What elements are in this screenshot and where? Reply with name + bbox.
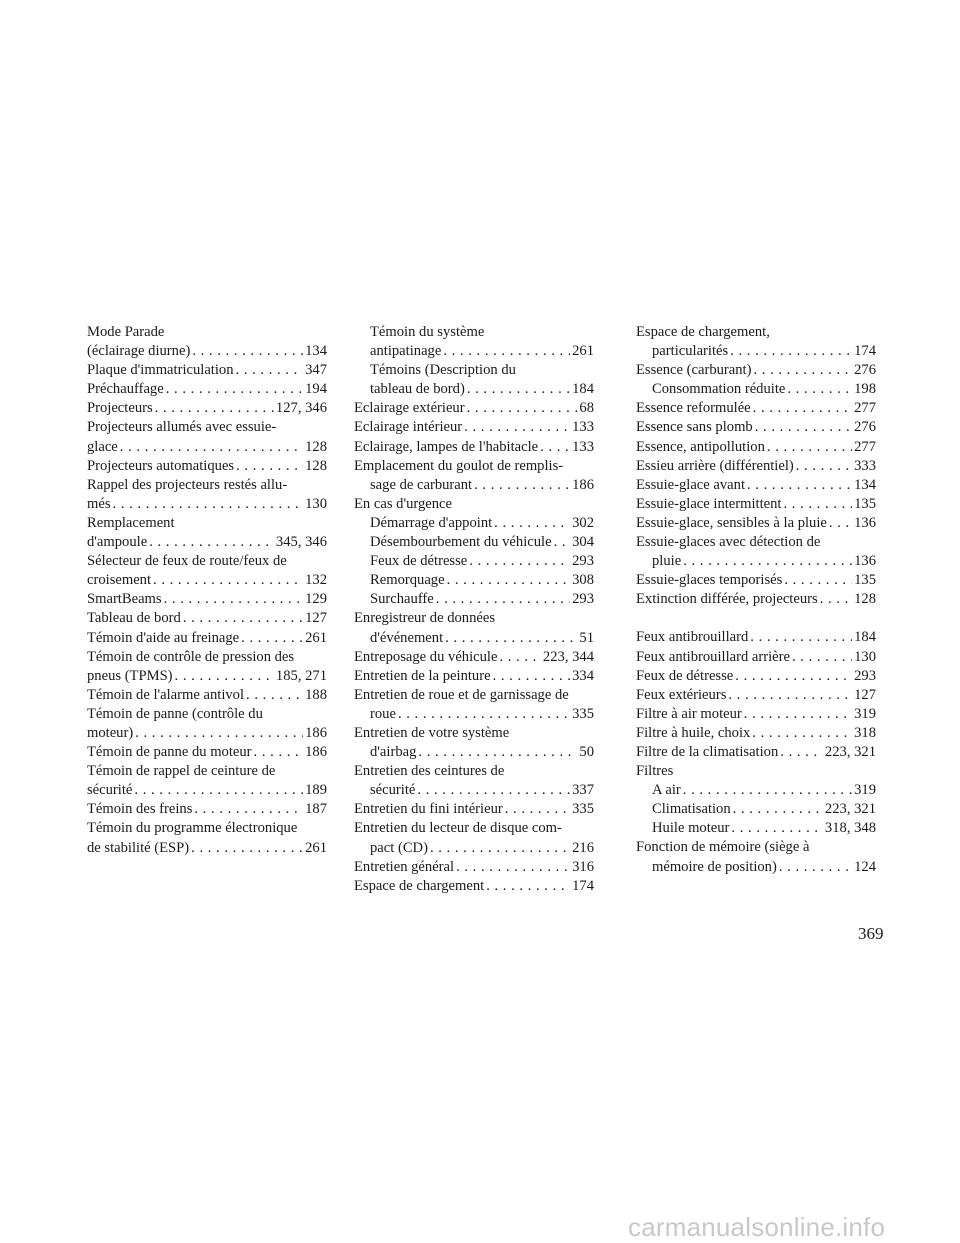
dot-leader: [166, 380, 303, 399]
index-entry-page: 318: [854, 724, 876, 741]
index-entry-page: 198: [854, 381, 876, 398]
index-entry: [354, 629, 594, 648]
index-entry-page: 136: [854, 553, 876, 570]
dot-leader: [755, 418, 852, 437]
dot-leader: [398, 705, 570, 724]
index-entry-term: Entretien du fini intérieur: [354, 801, 503, 818]
index-entry-page: 316: [572, 858, 594, 875]
index-entry: [636, 686, 876, 705]
index-entry: [354, 418, 594, 437]
index-entry: [87, 590, 327, 609]
index-entry-term: Eclairage, lampes de l'habitacle: [354, 438, 539, 455]
index-entry-term: Projecteurs: [87, 400, 153, 417]
index-entry: [87, 839, 327, 858]
dot-leader: [683, 781, 852, 800]
index-entry: [87, 743, 327, 762]
index-entry-term: de stabilité (ESP): [87, 839, 190, 856]
dot-leader: [779, 858, 852, 877]
index-entry-term: Filtre à huile, choix: [636, 724, 751, 741]
dot-leader: [753, 361, 852, 380]
dot-leader: [486, 877, 570, 896]
index-entry: [636, 342, 876, 361]
index-heading-line: Témoins (Description du: [370, 362, 516, 379]
index-entry-term: moteur): [87, 724, 134, 741]
index-entry-page: 124: [854, 858, 876, 875]
dot-leader: [554, 533, 571, 552]
index-entry: [87, 399, 327, 418]
index-entry-page: 174: [854, 343, 876, 360]
index-entry-term: Espace de chargement: [354, 877, 485, 894]
dot-leader: [464, 418, 570, 437]
dot-leader: [683, 552, 852, 571]
index-entry-term: d'airbag: [370, 744, 417, 761]
index-entry-page: 50: [579, 744, 594, 761]
index-entry-page: 185, 271: [275, 667, 327, 684]
index-entry: [636, 667, 876, 686]
index-entry: [636, 590, 876, 609]
index-entry: [354, 800, 594, 819]
index-heading-line: Espace de chargement,: [636, 324, 770, 340]
dot-leader: [469, 552, 570, 571]
index-entry-term: Huile moteur: [652, 820, 730, 837]
dot-leader: [474, 476, 570, 495]
index-entry-page: 187: [305, 801, 327, 818]
index-entry-page: 189: [305, 782, 327, 799]
dot-leader: [499, 648, 540, 667]
dot-leader: [467, 380, 570, 399]
index-entry: [87, 724, 327, 743]
dot-leader: [784, 571, 852, 590]
index-entry-term: mémoire de position): [652, 858, 777, 875]
index-entry: [636, 743, 876, 762]
index-entry: [636, 418, 876, 437]
index-entry-term: antipatinage: [370, 343, 442, 360]
dot-leader: [505, 800, 570, 819]
index-heading-line: Essuie-glaces avec détection de: [636, 534, 821, 551]
index-entry-term: Climatisation: [652, 801, 731, 818]
index-entry: [354, 858, 594, 877]
dot-leader: [796, 457, 852, 476]
index-entry-term: Essence sans plomb: [636, 419, 753, 436]
index-entry-page: 319: [854, 782, 876, 799]
index-entry: [354, 743, 594, 762]
index-entry-term: Démarrage d'appoint: [370, 514, 493, 531]
index-entry-page: 308: [572, 572, 594, 589]
index-entry-page: 135: [854, 495, 876, 512]
index-entry: [87, 438, 327, 457]
index-entry-term: Extinction différée, projecteurs: [636, 591, 818, 608]
dot-leader: [191, 839, 303, 858]
index-entry: [354, 399, 594, 418]
index-entry-term: Eclairage extérieur: [354, 400, 465, 417]
index-entry-term: Préchauffage: [87, 381, 164, 398]
index-entry-page: 68: [579, 400, 594, 417]
index-entry-page: 261: [572, 343, 594, 360]
index-entry: [87, 686, 327, 705]
index-entry-term: Feux de détresse: [370, 553, 468, 570]
index-heading-line: Entretien de roue et de garnissage de: [354, 686, 569, 703]
dot-leader: [164, 590, 304, 609]
index-heading-line: Fonction de mémoire (siège à: [636, 839, 810, 856]
index-entry-term: Remorquage: [370, 572, 445, 589]
index-entry-term: SmartBeams: [87, 591, 162, 608]
index-entry-term: Projecteurs automatiques: [87, 457, 235, 474]
dot-leader: [767, 438, 852, 457]
index-entry-term: pact (CD): [370, 839, 428, 856]
index-entry-term: Témoin d'aide au freinage: [87, 629, 240, 646]
dot-leader: [733, 800, 823, 819]
dot-leader: [787, 380, 852, 399]
index-column-1: [87, 323, 327, 858]
index-entry-page: 134: [854, 476, 876, 493]
index-entry: [636, 781, 876, 800]
dot-leader: [430, 839, 570, 858]
dot-leader: [493, 667, 571, 686]
index-entry-page: 127, 346: [275, 400, 327, 417]
index-heading-line: Remplacement: [87, 514, 175, 531]
index-entry: [354, 438, 594, 457]
index-entry-page: 186: [572, 476, 594, 493]
index-entry-term: Feux extérieurs: [636, 686, 727, 703]
dot-leader: [730, 342, 852, 361]
index-entry-page: 223, 321: [824, 801, 876, 818]
index-entry-term: Essence (carburant): [636, 362, 752, 379]
index-entry-page: 333: [854, 457, 876, 474]
index-heading-line: Témoin du programme électronique: [87, 820, 298, 837]
index-heading-line: Entretien de votre système: [354, 724, 510, 741]
index-entry: [636, 495, 876, 514]
dot-leader: [783, 495, 852, 514]
index-entry-page: 127: [854, 686, 876, 703]
dot-leader: [153, 571, 303, 590]
index-entry-term: (éclairage diurne): [87, 343, 191, 360]
index-entry-term: Entreposage du véhicule: [354, 648, 498, 665]
index-entry-page: 223, 344: [542, 648, 594, 665]
index-column-3: [636, 323, 876, 877]
dot-leader: [792, 648, 852, 667]
index-entry-page: 128: [305, 438, 327, 455]
index-entry: [354, 342, 594, 361]
index-entry: [636, 399, 876, 418]
index-entry-page: 276: [854, 419, 876, 436]
index-entry-page: 276: [854, 362, 876, 379]
page-number: 369: [858, 924, 884, 943]
index-entry-page: 319: [854, 705, 876, 722]
dot-leader: [236, 457, 303, 476]
index-entry-term: sécurité: [370, 782, 416, 799]
index-entry: [636, 361, 876, 380]
index-entry-page: 261: [305, 839, 327, 856]
index-heading-line: Entretien des ceintures de: [354, 763, 505, 780]
index-entry-term: Surchauffe: [370, 591, 434, 608]
dot-leader: [728, 686, 852, 705]
index-entry-term: més: [87, 495, 111, 512]
index-entry: [354, 533, 594, 552]
dot-leader: [735, 667, 852, 686]
index-entry-term: Plaque d'immatriculation: [87, 362, 234, 379]
index-heading-line: Mode Parade: [87, 324, 165, 340]
index-entry: [636, 457, 876, 476]
index-entry-page: 337: [572, 782, 594, 799]
index-heading-line: Témoin de panne (contrôle du: [87, 705, 263, 722]
dot-leader: [753, 399, 852, 418]
index-entry-page: 335: [572, 801, 594, 818]
index-entry: [354, 571, 594, 590]
index-entry: [636, 648, 876, 667]
index-entry-page: 304: [572, 534, 594, 551]
index-entry-page: 347: [305, 362, 327, 379]
dot-leader: [447, 571, 571, 590]
dot-leader: [494, 514, 570, 533]
index-entry-term: croisement: [87, 572, 152, 589]
watermark: carmanualsonline.info: [628, 1212, 886, 1242]
index-entry: [636, 438, 876, 457]
index-entry-term: d'ampoule: [87, 534, 148, 551]
index-entry: [354, 839, 594, 858]
index-heading-line: Entretien du lecteur de disque com-: [354, 820, 562, 837]
index-entry-page: 134: [305, 343, 327, 360]
index-entry-page: 318, 348: [824, 820, 876, 837]
index-entry-term: Essence, antipollution: [636, 438, 765, 455]
index-entry: [354, 514, 594, 533]
index-heading-line: Rappel des projecteurs restés allu-: [87, 476, 288, 493]
dot-leader: [820, 590, 852, 609]
index-entry-term: Essence reformulée: [636, 400, 751, 417]
index-entry: [636, 705, 876, 724]
index-entry: [354, 667, 594, 686]
index-entry-term: Filtre à air moteur: [636, 705, 742, 722]
index-entry-term: Consommation réduite: [652, 381, 786, 398]
index-entry: [636, 552, 876, 571]
index-entry: [87, 609, 327, 628]
index-heading-line: Témoin de rappel de ceinture de: [87, 763, 276, 780]
index-entry-page: 335: [572, 705, 594, 722]
index-entry-page: 186: [305, 744, 327, 761]
index-column-2: [354, 323, 594, 896]
index-heading-line: Témoin du système: [370, 324, 485, 340]
index-entry: [636, 628, 876, 647]
dot-leader: [436, 590, 570, 609]
dot-leader: [443, 342, 570, 361]
index-heading-line: Emplacement du goulot de remplis-: [354, 457, 564, 474]
index-entry: [354, 590, 594, 609]
index-entry-term: particularités: [652, 343, 729, 360]
index-entry-term: Feux antibrouillard arrière: [636, 648, 790, 665]
index-entry-page: 136: [854, 514, 876, 531]
index-entry-term: tableau de bord): [370, 381, 465, 398]
index-entry-page: 223, 321: [824, 743, 876, 760]
dot-leader: [752, 724, 852, 743]
index-entry: [636, 476, 876, 495]
index-entry-page: 130: [854, 648, 876, 665]
index-entry: [636, 724, 876, 743]
dot-leader: [750, 628, 852, 647]
dot-leader: [731, 819, 823, 838]
index-entry: [87, 361, 327, 380]
index-entry: [636, 514, 876, 533]
index-entry-term: Feux de détresse: [636, 667, 734, 684]
index-entry-term: Entretien de la peinture: [354, 667, 491, 684]
index-entry: [87, 533, 327, 552]
index-entry-term: Essuie-glace intermittent: [636, 495, 782, 512]
index-entry: [87, 667, 327, 686]
dot-leader: [236, 361, 304, 380]
dot-leader: [241, 629, 303, 648]
dot-leader: [134, 781, 303, 800]
index-entry: [87, 629, 327, 648]
dot-leader: [254, 743, 304, 762]
dot-leader: [246, 686, 303, 705]
index-entry-page: 128: [305, 457, 327, 474]
index-entry-term: Eclairage intérieur: [354, 419, 463, 436]
dot-leader: [175, 667, 274, 686]
index-entry-page: 133: [572, 438, 594, 455]
index-entry-term: Entretien général: [354, 858, 455, 875]
dot-leader: [194, 800, 303, 819]
index-entry: [636, 380, 876, 399]
index-entry: [354, 705, 594, 724]
index-entry-page: 128: [854, 591, 876, 608]
dot-leader: [445, 629, 577, 648]
index-entry-page: 261: [305, 629, 327, 646]
index-entry-term: glace: [87, 438, 118, 455]
index-entry-page: 345, 346: [275, 534, 327, 551]
dot-leader: [155, 399, 274, 418]
index-entry: [354, 380, 594, 399]
index-heading-line: En cas d'urgence: [354, 495, 452, 512]
index-entry-page: 135: [854, 572, 876, 589]
index-entry: [87, 380, 327, 399]
index-entry: [636, 800, 876, 819]
dot-leader: [540, 438, 570, 457]
index-entry-term: Témoin de panne du moteur: [87, 744, 252, 761]
index-entry-page: 293: [854, 667, 876, 684]
index-entry-page: 293: [572, 591, 594, 608]
index-entry-page: 129: [305, 591, 327, 608]
index-entry: [636, 571, 876, 590]
index-entry-term: Feux antibrouillard: [636, 629, 749, 646]
index-entry-term: Essuie-glace avant: [636, 476, 745, 493]
index-entry-page: 277: [854, 438, 876, 455]
index-entry-page: 188: [305, 686, 327, 703]
index-entry-page: 293: [572, 553, 594, 570]
index-entry-term: Tableau de bord: [87, 610, 181, 627]
index-entry-page: 194: [305, 381, 327, 398]
index-heading-line: Filtres: [636, 763, 674, 780]
index-entry: [636, 858, 876, 877]
dot-leader: [744, 705, 852, 724]
index-entry: [354, 781, 594, 800]
dot-leader: [829, 514, 852, 533]
index-entry: [87, 342, 327, 361]
dot-leader: [418, 743, 577, 762]
index-entry-term: Essuie-glaces temporisés: [636, 572, 783, 589]
index-entry-term: pluie: [652, 553, 682, 570]
index-entry-page: 133: [572, 419, 594, 436]
dot-leader: [456, 858, 570, 877]
index-entry-term: Témoin des freins: [87, 801, 193, 818]
index-entry-term: pneus (TPMS): [87, 667, 173, 684]
dot-leader: [149, 533, 274, 552]
index-entry: [354, 877, 594, 896]
index-entry-term: roue: [370, 705, 396, 722]
index-entry-page: 334: [572, 667, 594, 684]
dot-leader: [120, 438, 303, 457]
section-gap: [636, 609, 876, 628]
index-entry: [354, 476, 594, 495]
index-entry-page: 184: [572, 381, 594, 398]
dot-leader: [417, 781, 570, 800]
dot-leader: [113, 495, 304, 514]
index-entry: [87, 495, 327, 514]
index-heading-line: Enregistreur de données: [354, 610, 496, 627]
index-entry-term: d'événement: [370, 629, 444, 646]
index-entry: [636, 819, 876, 838]
index-entry-page: 130: [305, 495, 327, 512]
index-entry-page: 277: [854, 400, 876, 417]
index-entry: [87, 571, 327, 590]
index-entry: [87, 781, 327, 800]
index-entry-page: 174: [572, 877, 594, 894]
dot-leader: [780, 743, 823, 762]
index-heading-line: Sélecteur de feux de route/feux de: [87, 553, 287, 570]
index-entry-term: Désembourbement du véhicule: [370, 534, 552, 551]
index-entry-term: sécurité: [87, 782, 133, 799]
index-entry-term: Essieu arrière (différentiel): [636, 457, 794, 474]
index-entry-page: 184: [854, 629, 876, 646]
dot-leader: [183, 609, 303, 628]
index-entry-term: Témoin de l'alarme antivol: [87, 686, 245, 703]
dot-leader: [747, 476, 852, 495]
index-heading-line: Projecteurs allumés avec essuie-: [87, 419, 277, 436]
index-entry: [87, 800, 327, 819]
index-entry: [354, 648, 594, 667]
index-entry-term: Filtre de la climatisation: [636, 743, 779, 760]
index-entry-page: 216: [572, 839, 594, 856]
dot-leader: [467, 399, 578, 418]
index-entry-page: 51: [579, 629, 594, 646]
index-entry-page: 186: [305, 724, 327, 741]
dot-leader: [192, 342, 303, 361]
index-entry-term: sage de carburant: [370, 476, 473, 493]
index-entry-term: A air: [652, 782, 681, 799]
index-entry-page: 127: [305, 610, 327, 627]
index-entry-term: Essuie-glace, sensibles à la pluie: [636, 514, 827, 531]
index-entry: [87, 457, 327, 476]
index-entry-page: 302: [572, 514, 594, 531]
dot-leader: [135, 724, 303, 743]
index-heading-line: Témoin de contrôle de pression des: [87, 648, 295, 665]
index-entry: [354, 552, 594, 571]
index-entry-page: 132: [305, 572, 327, 589]
